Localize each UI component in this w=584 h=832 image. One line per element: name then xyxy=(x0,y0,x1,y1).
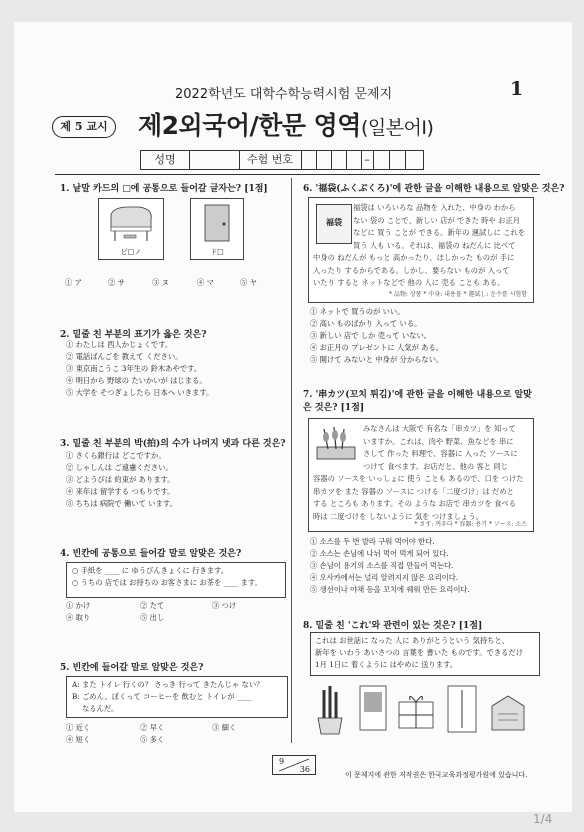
q2-options xyxy=(66,339,213,399)
q8-option-images xyxy=(312,680,534,740)
q6-options xyxy=(310,306,443,366)
copyright-notice: 이 문제지에 관한 저작권은 한국교육과정평가원에 있습니다. xyxy=(345,771,528,779)
q7-passage: みなさんは 大阪で 有名な「串カツ」を 知って いますか。これは、肉や 野菜、魚などを 串に さして 作った 料理で、容器に 入った ソースに つけて 食べます。お店だと、他の 客と 同じ 容器の ソースを いっしょに 使う ことも あるので、口を つけた 串カツを また 容器の ソースに つける「二度づけ」は だめと する ところも あります。その ような お店で 串カツを 食べる 時は 二度づけを しないように 気を つけましょう。 xyxy=(313,424,524,521)
q3-options xyxy=(66,450,177,510)
q8-stem: 8. 밑줄 친 'これ'와 관련이 있는 것은? [1점] xyxy=(303,621,483,631)
q7-gloss: * さす: 꺼우다 * 容器: 용기 * ソース: 소스 xyxy=(414,521,527,528)
q4-option-4[interactable]: ④ 取り xyxy=(66,613,91,622)
q2-stem: 2. 밑줄 친 부분의 표기가 옳은 것은? xyxy=(60,330,207,340)
number-box[interactable] xyxy=(331,151,347,169)
q5-option-2[interactable]: ② 早く xyxy=(140,723,165,732)
q3-option-1[interactable]: ① さくら銀行は どこですか。 xyxy=(66,451,166,460)
page-number: 1 xyxy=(510,78,524,100)
q7-option-5[interactable]: ⑤ 생선이나 야채 등을 꼬치에 꿰워 만든 요리이다. xyxy=(310,585,470,594)
q1-card-piano: ピ□ノ xyxy=(98,198,164,260)
q2-option-4[interactable]: ④ 明日から 野球の たいかいが はじまる。 xyxy=(66,376,207,385)
q3-option-4[interactable]: ④ 来年は 留学する つもりです。 xyxy=(66,487,175,496)
q2-option-2[interactable]: ② 電話ばんごを 教えて ください。 xyxy=(66,352,183,361)
q4-box: ○ 手紙を ____ に ゆうびんきょくに 行きます。 ○ うちの 店では お持ちの お客さまに お茶を ____ ます。 xyxy=(66,562,286,598)
viewer-page-indicator: 1/4 xyxy=(533,812,553,826)
q6-option-5[interactable]: ⑤ 開けて みないと 中身が 分からない。 xyxy=(310,355,444,364)
number-dash: – xyxy=(361,151,374,169)
q4-stem: 4. 빈칸에 공통으로 들어갈 말로 알맞은 것은? xyxy=(60,549,242,559)
header-rule xyxy=(55,174,540,175)
q2-option-1[interactable]: ① わたしは 西人かじょくです。 xyxy=(66,340,173,349)
q7-option-3[interactable]: ③ 손님이 용기의 소스를 직접 만들어 먹는다. xyxy=(310,561,454,570)
q4-option-2[interactable]: ② たて xyxy=(140,601,165,610)
q6-option-3[interactable]: ③ 新しい 店で しか 売って いない。 xyxy=(310,331,432,340)
ema-plaque-icon[interactable] xyxy=(488,690,528,734)
q5-option-1[interactable]: ① 近く xyxy=(66,723,91,732)
exam-number-label: 수험 번호 xyxy=(239,151,302,169)
page-fraction: 9 36 xyxy=(272,755,316,775)
number-box[interactable] xyxy=(346,151,362,169)
q3-option-5[interactable]: ⑤ ちちは 病院で 働いて います。 xyxy=(66,499,177,508)
q3-stem: 3. 밑줄 친 부분의 박(拍)의 수가 나머지 넷과 다른 것은? xyxy=(60,439,286,449)
q6-gloss: * 品物: 상품 * 中身: 내용물 * 運試し: 운수를 시험함 xyxy=(389,291,527,298)
q6-option-1[interactable]: ① ネットで 買うのが いい。 xyxy=(310,307,405,316)
q1-option-3[interactable]: ③ ヌ xyxy=(152,278,169,287)
q6-stem: 6. '福袋(ふくぶくろ)'에 관한 글을 이해한 내용으로 알맞은 것은? xyxy=(303,184,565,194)
q7-option-2[interactable]: ② 소스는 손님에 나뉘 먹어 먹게 되어 있다. xyxy=(310,549,449,558)
candidate-id-bar xyxy=(140,150,424,170)
q7-option-1[interactable]: ① 소스를 두 번 발라 구워 먹어야 한다. xyxy=(310,537,435,546)
q3-option-3[interactable]: ③ どようびは 約束が あります。 xyxy=(66,475,175,484)
q6-passage-box xyxy=(308,197,534,303)
name-field[interactable] xyxy=(189,151,240,169)
q1-option-5[interactable]: ⑤ ヤ xyxy=(240,278,257,287)
number-box[interactable] xyxy=(301,151,317,169)
q6-option-2[interactable]: ② 高い ものばかり 入って いる。 xyxy=(310,319,422,328)
card-icon[interactable] xyxy=(356,682,390,736)
q4-option-5[interactable]: ⑤ 出し xyxy=(140,613,165,622)
q3-option-2[interactable]: ② しゃしんは ご遠慮ください。 xyxy=(66,463,173,472)
kadomatsu-icon[interactable] xyxy=(312,684,348,736)
lucky-bag-icon: 福袋 xyxy=(316,204,352,244)
q7-stem: 7. '串カツ(꼬치 튀김)'에 관한 글을 이해한 내용으로 알맞은 것은? [1점] xyxy=(303,390,532,413)
q1-card-door: ド□ xyxy=(190,198,244,260)
q5-option-5[interactable]: ⑤ 多く xyxy=(140,735,165,744)
q6-passage: 福袋は いろいろな 品物を 入れた、中身の わから ない 袋の ことで、新しい 店が できた 時や お正月 などに 買う ことが できる。新年の 運試しに これを 買う 人も いる。それは、福袋の ねだんに 比べて 中身の ねだんが もっと 高かったり、ほしかった ものが 手に 入ったり するからである。しかし、要らない ものが 入って いたり すると ネットなどで 他の 人に 売る ことも ある。 xyxy=(313,203,526,287)
q2-option-3[interactable]: ③ 東京南こうこ 3年生の 鈴木あやです。 xyxy=(66,364,202,373)
q7-option-4[interactable]: ④ 오사카에서는 널리 알려지지 않은 요리이다. xyxy=(310,573,459,582)
q2-option-5[interactable]: ⑤ 大学を そつぎょしたら 日本へ いきます。 xyxy=(66,388,214,397)
q4-option-3[interactable]: ③ つけ xyxy=(212,601,237,610)
door-icon xyxy=(191,199,243,245)
number-box[interactable] xyxy=(373,151,390,169)
exam-header-title: 2022학년도 대학수학능력시험 문제지 xyxy=(175,87,393,102)
number-box[interactable] xyxy=(316,151,332,169)
gift-box-icon[interactable] xyxy=(396,688,436,732)
q8-box: これは お世話に なった 人に ありがとうという 気持ちと、 新年を いわう あいさつの 言葉を 書いた ものです。できるだけ 1月 1日に 着くように はやめに 送ります。 xyxy=(310,632,540,676)
piano-icon xyxy=(99,199,163,245)
number-box[interactable] xyxy=(405,151,422,169)
q7-options xyxy=(310,536,470,596)
q5-option-4[interactable]: ④ 短く xyxy=(66,735,91,744)
column-divider xyxy=(291,178,292,743)
q5-option-3[interactable]: ③ 細く xyxy=(212,723,237,732)
subject-title: 제2외국어/한문 영역(일본어Ⅰ) xyxy=(138,111,434,140)
number-box[interactable] xyxy=(389,151,406,169)
q1-option-1[interactable]: ① ア xyxy=(65,278,82,287)
q1-stem: 1. 낱말 카드의 □에 공통으로 들어갈 글자는? [1점] xyxy=(60,184,268,194)
name-label: 성명 xyxy=(141,151,190,169)
q1-option-2[interactable]: ② サ xyxy=(108,278,125,287)
q1-option-4[interactable]: ④ マ xyxy=(197,278,214,287)
q7-passage-box xyxy=(308,418,534,532)
q5-box: A: また トイレ 行くの？ さっき 行って きたんじゃ ない？ B: ごめん。ぼくって コーヒーを 飲むと トイレが ____ なるんだ。 xyxy=(66,676,288,718)
q6-option-4[interactable]: ④ お正月の プレゼントに 人気が ある。 xyxy=(310,343,444,352)
q5-stem: 5. 빈칸에 들어갈 말로 알맞은 것은? xyxy=(60,663,204,673)
period-badge: 제 5 교시 xyxy=(52,116,116,138)
q4-option-1[interactable]: ① かけ xyxy=(66,601,91,610)
red-envelope-icon[interactable] xyxy=(442,682,482,736)
